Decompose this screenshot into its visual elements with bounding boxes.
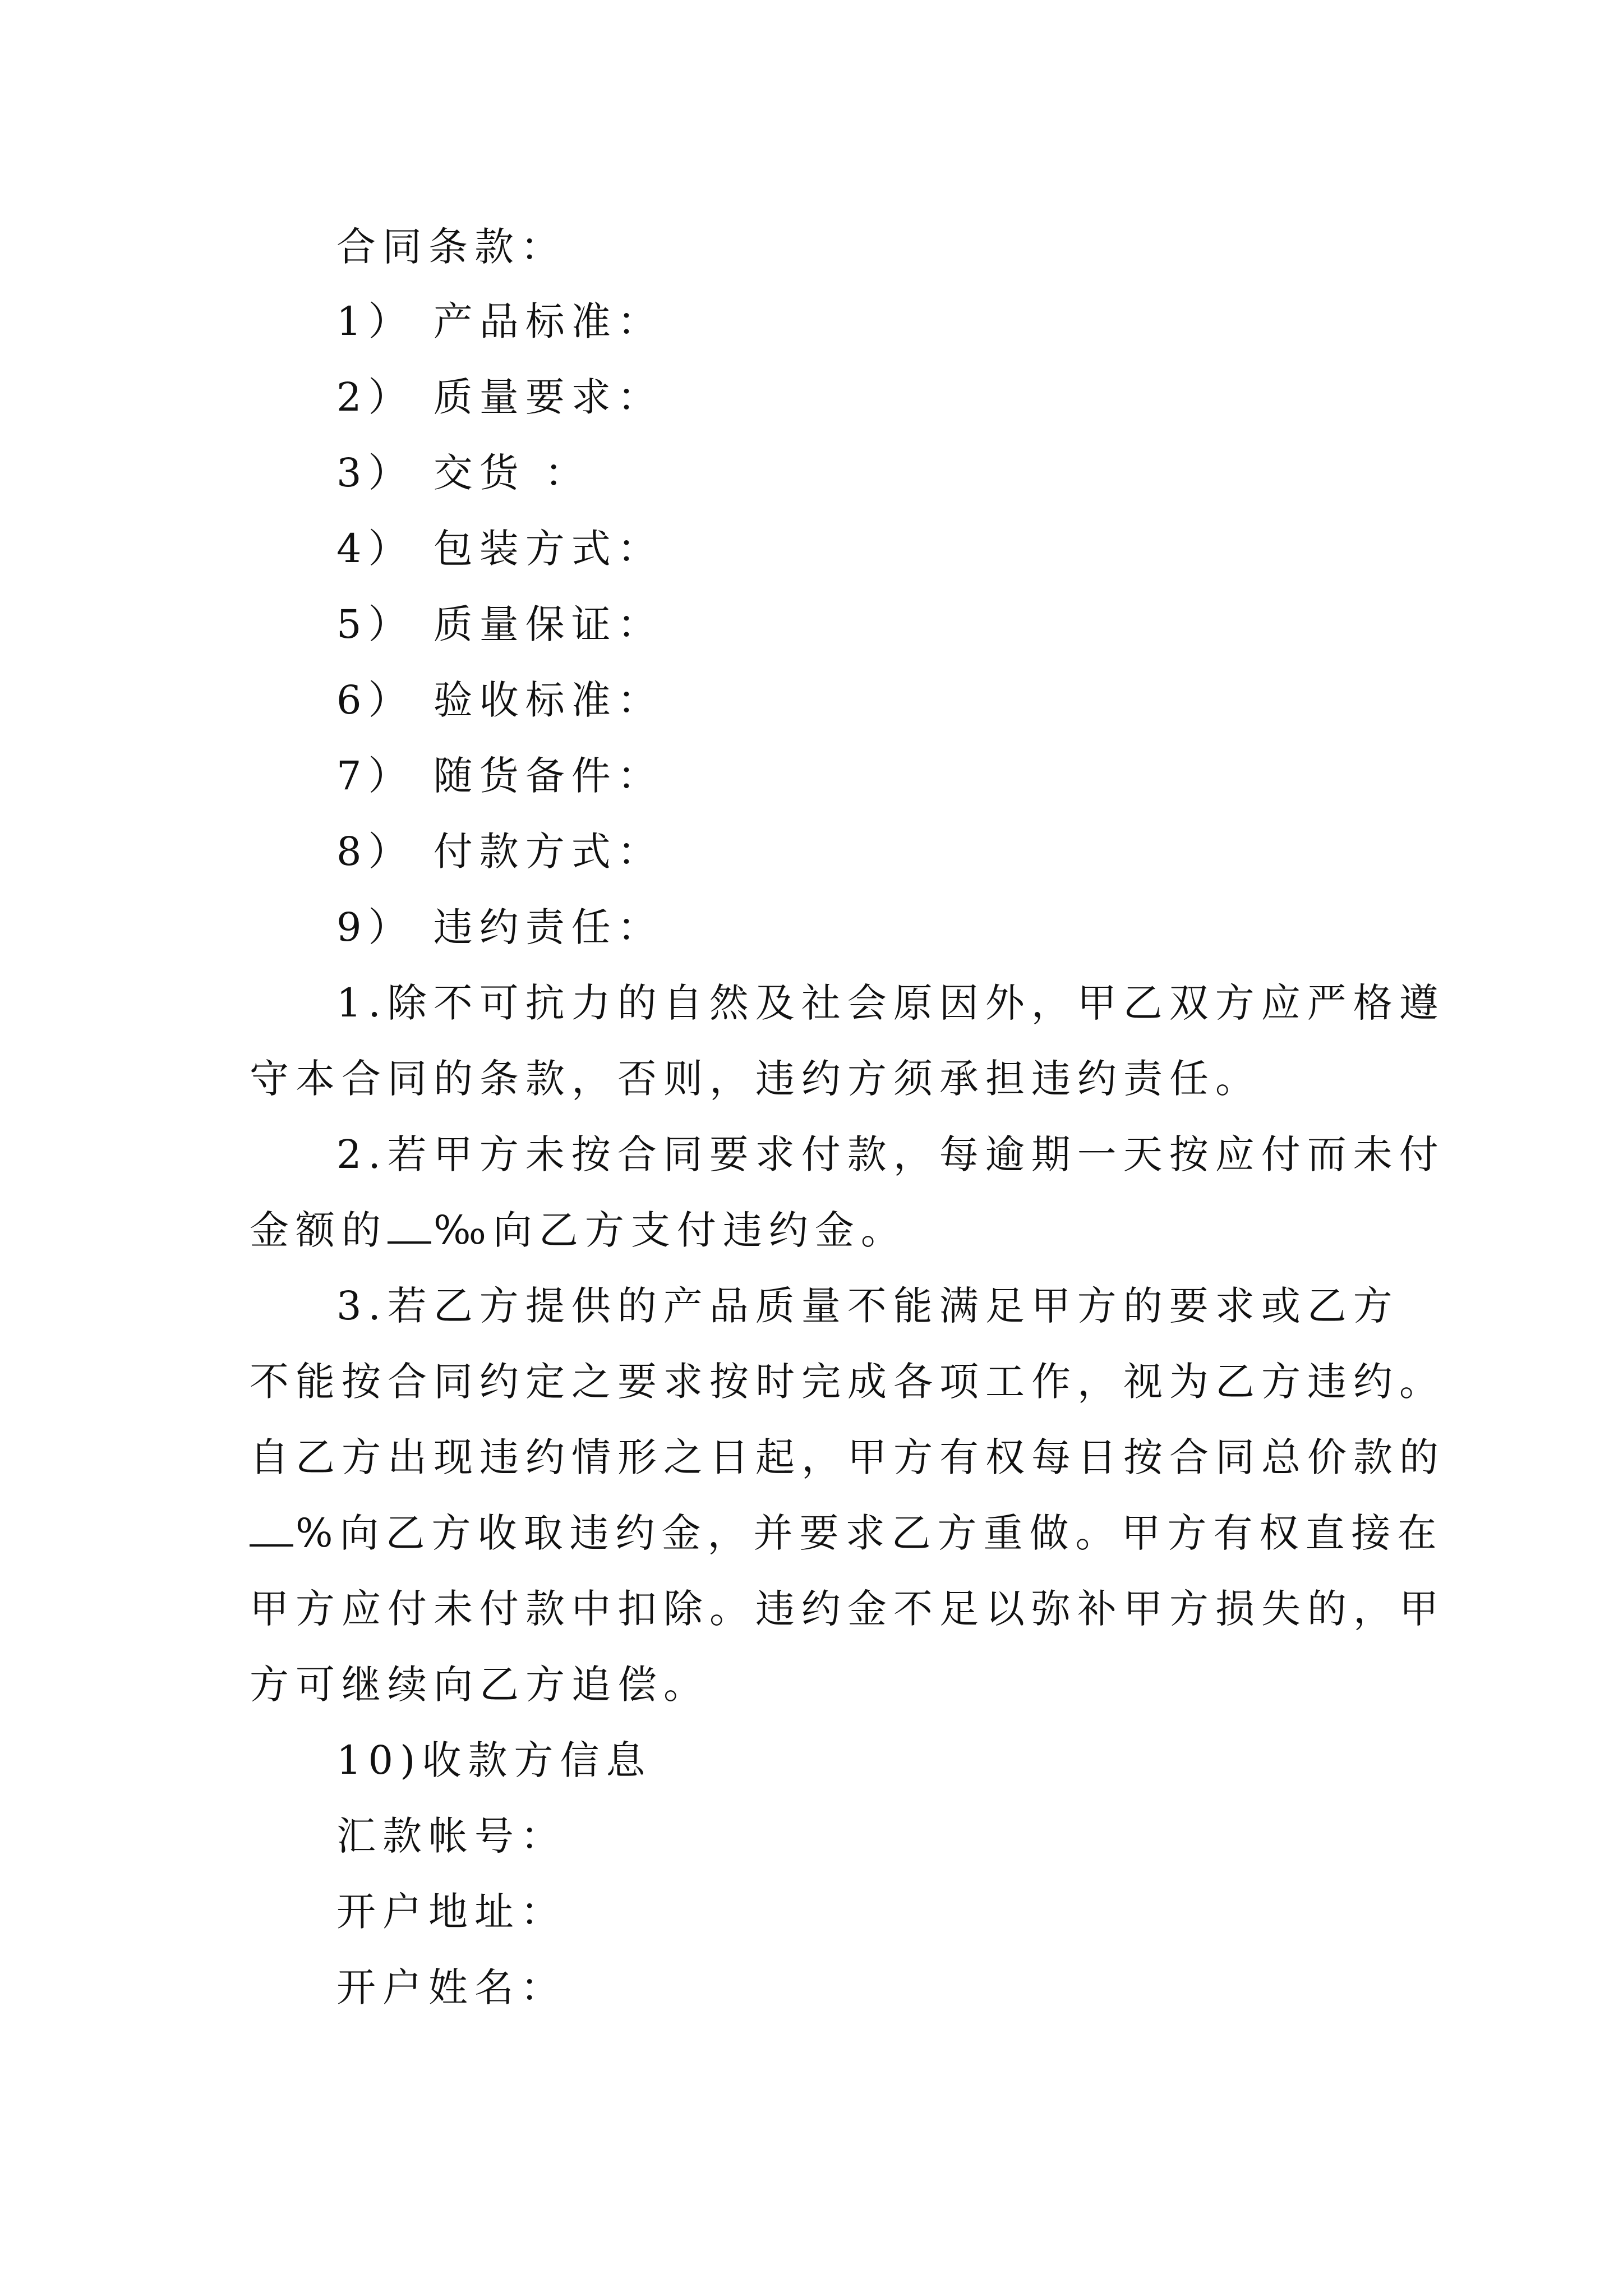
clause-payment-method: 8） 付款方式：: [336, 829, 663, 875]
liability-p2-line2-end: ‰向乙方支付违约金。: [434, 1207, 907, 1253]
clause-product-standard: 1） 产品标准：: [336, 298, 663, 344]
payee-bank-address: 开户地址：: [336, 1889, 566, 1935]
liability-p3-line4: [250, 1505, 1444, 1561]
liability-p3-line4-end: %向乙方收取违约金，并要求乙方重做。甲方有权直接在: [296, 1510, 1444, 1556]
liability-p3-line3: 自乙方出现违约情形之日起，甲方有权每日按合同总价款的: [250, 1434, 1445, 1480]
clause-quality-guarantee: 5） 质量保证：: [336, 601, 663, 647]
fill-in-blank: [250, 1511, 293, 1547]
payee-account-name: 开户姓名：: [336, 1964, 566, 2010]
payee-account-number: 汇款帐号：: [336, 1813, 566, 1859]
clause-packaging: 4） 包装方式：: [336, 526, 663, 572]
liability-p1-line1: 1.除不可抗力的自然及社会原因外，甲乙双方应严格遵: [336, 980, 1445, 1026]
liability-p1-line2: 守本合同的条款，否则，违约方须承担违约责任。: [250, 1056, 1261, 1102]
liability-p3-line1: 3.若乙方提供的产品质量不能满足甲方的要求或乙方: [336, 1283, 1399, 1329]
liability-p2-line2: [250, 1202, 907, 1258]
clauses-heading: 合同条款：: [336, 224, 566, 270]
clause-spare-parts: 7） 随货备件：: [336, 753, 663, 799]
clause-delivery: 3） 交货 ：: [336, 450, 591, 496]
liability-p3-line6: 方可继续向乙方追偿。: [250, 1662, 709, 1708]
clause-acceptance-standard: 6） 验收标准：: [336, 677, 663, 723]
fill-in-blank: [388, 1208, 431, 1244]
liability-p2-line2-start: 金额的: [250, 1207, 388, 1253]
liability-p3-line5: 甲方应付未付款中扣除。违约金不足以弥补甲方损失的，甲: [250, 1586, 1445, 1632]
liability-p3-line2: 不能按合同约定之要求按时完成各项工作，视为乙方违约。: [250, 1359, 1445, 1405]
clause-quality-requirements: 2） 质量要求：: [336, 374, 663, 420]
liability-p2-line1: 2.若甲方未按合同要求付款，每逾期一天按应付而未付: [336, 1131, 1445, 1177]
payee-info-title: 10)收款方信息: [336, 1737, 652, 1783]
clause-liability: 9） 违约责任：: [336, 904, 663, 950]
